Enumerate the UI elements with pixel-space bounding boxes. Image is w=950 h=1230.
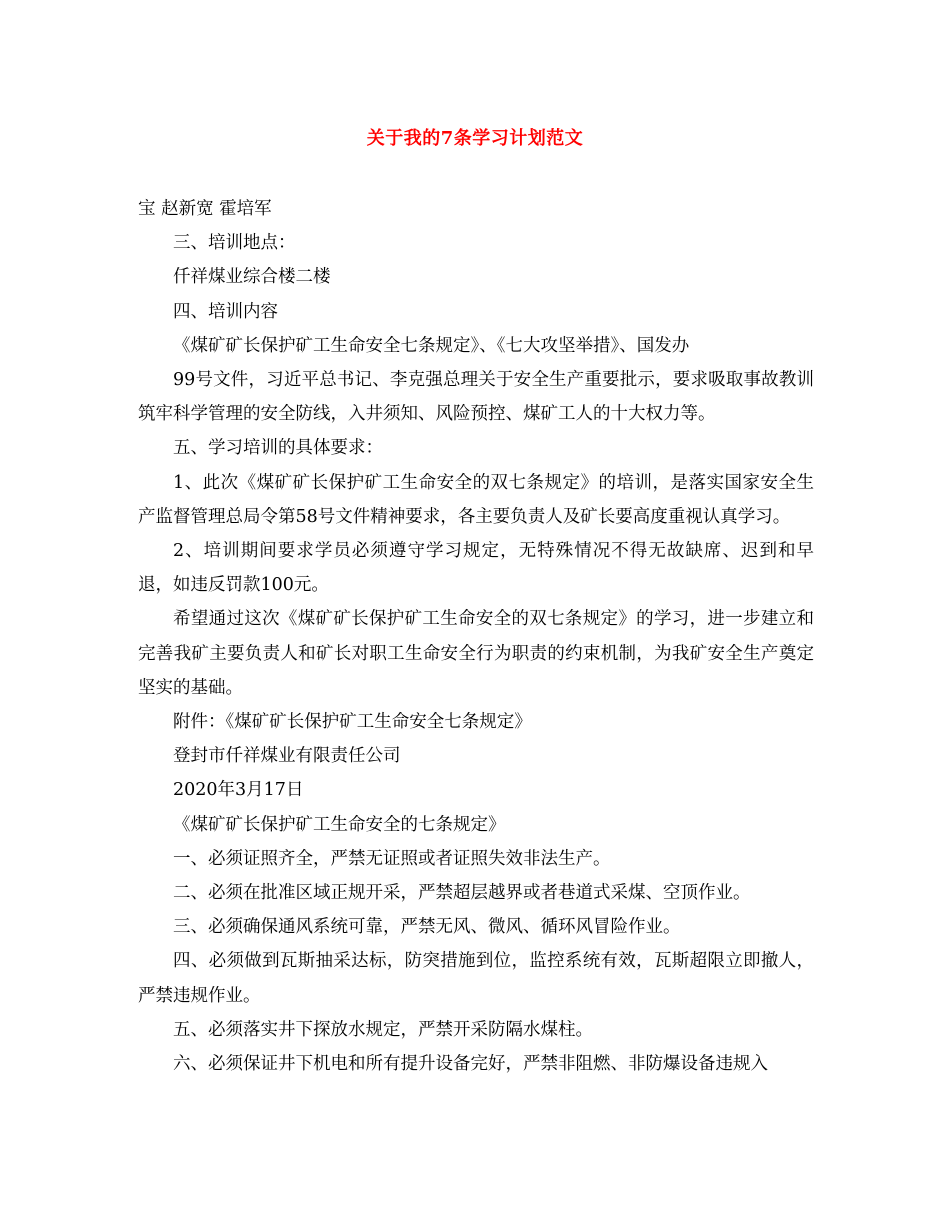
paragraph: 2、培训期间要求学员必须遵守学习规定，无特殊情况不得无故缺席、迟到和早退，如违反罚款100元。 [138,541,814,596]
paragraph: 希望通过这次《煤矿矿长保护矿工生命安全的双七条规定》的学习，进一步建立和完善我矿主要负责人和矿长对职工生命安全行为职责的约束机制，为我矿安全生产奠定坚实的基础。 [138,609,814,698]
paragraph: 《煤矿矿长保护矿工生命安全七条规定》、《七大攻坚举措》、国发办 [173,335,690,356]
attachment-line: 附件：《煤矿矿长保护矿工生命安全七条规定》 [173,712,532,733]
rule-item: 三、必须确保通风系统可靠，严禁无风、微风、循环风冒险作业。 [173,917,681,938]
rule-item: 四、必须做到瓦斯抽采达标，防突措施到位，监控系统有效，瓦斯超限立即撤人，严禁违规作业。 [138,951,814,1006]
document-title: 关于我的7条学习计划范文 [366,128,584,149]
company-name: 登封市仟祥煤业有限责任公司 [173,746,401,767]
paragraph: 99号文件，习近平总书记、李克强总理关于安全生产重要批示，要求吸取事故教训筑牢科学管理的安全防线，入井须知、风险预控、煤矿工人的十大权力等。 [138,370,814,425]
attachment-title: 《煤矿矿长保护矿工生命安全的七条规定》 [173,814,506,835]
rule-item: 五、必须落实井下探放水规定，严禁开采防隔水煤柱。 [173,1019,593,1040]
section-heading: 五、学习培训的具体要求： [173,438,383,459]
paragraph: 宝 赵新宽 霍培军 [138,199,272,219]
rule-item: 六、必须保证井下机电和所有提升设备完好，严禁非阻燃、非防爆设备违规入 [173,1054,768,1075]
section-heading: 四、培训内容 [173,301,278,322]
section-heading: 三、培训地点： [173,233,296,254]
document-body [138,192,814,1081]
paragraph: 1、此次《煤矿矿长保护矿工生命安全的双七条规定》的培训，是落实国家安全生产监督管理总局令第58号文件精神要求，各主要负责人及矿长要高度重视认真学习。 [138,472,814,527]
rule-item: 二、必须在批准区域正规开采，严禁超层越界或者巷道式采煤、空顶作业。 [173,883,751,904]
document-date: 2020年3月17日 [173,780,304,801]
paragraph: 仟祥煤业综合楼二楼 [173,267,331,288]
rule-item: 一、必须证照齐全，严禁无证照或者证照失效非法生产。 [173,848,611,869]
